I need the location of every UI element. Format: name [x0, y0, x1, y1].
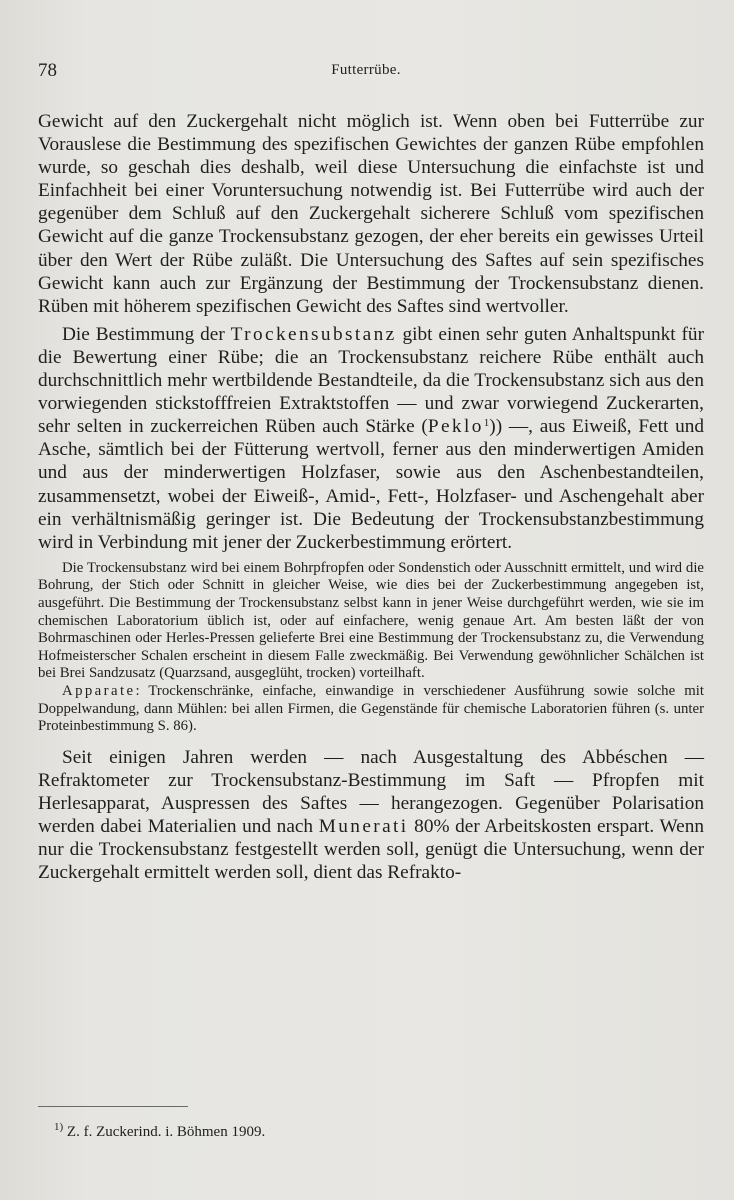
paragraph-refractometer-part1: Seit einigen Jahren werden — nach Ausgestaltung des Abbéschen — Refraktometer zur Trockensubstanz-Bestimmung im Saft — Pfropfen mit Herlesapparat, Auspressen des Saftes — herangezogen. Gegenüber Polarisation werden dabei Materialien und nach [38, 746, 704, 837]
paragraph-dry-matter-part2: gibt einen sehr guten Anhaltspunkt für die Bewertung einer Rübe; die an Trockensubstanz reichere Rübe enthält auch durchschnittlich mehr wertbildende Bestandteile, da die Trockensubstanz sich aus den vorwiegenden stickstofffreien Extraktstoffen — und zwar vorwiegend Zuckerarten, sehr selten in zuckerreichen Rüben auch Stärke ( [38, 323, 704, 438]
apparatus-text: : Trockenschränke, einfache, einwandige in verschiedener Ausführung sowie solche mit Doppelwandung, dann Mühlen: bei allen Firmen, die Gegenstände für chemische Laboratorien führen (s. unter Proteinbestimmung S. 86). [38, 682, 704, 735]
paragraph-refractometer-part2: 80% der Arbeitskosten erspart. Wenn nur die Trockensubstanz festgestellt werden soll, genügt die Untersuchung, wenn der Zuckergehalt ermittelt werden soll, dient das Refrakto- [38, 816, 704, 884]
emphasis-trockensubstanz: Trockensubstanz [230, 323, 397, 345]
paragraph-dry-matter-part3: ) —, aus Eiweiß, Fett und Asche, sämtlich bei der Fütterung wertvoll, ferner aus den minderwertigen Amiden und aus der minderwertigen Holzfaser, sowie aus den Aschenbestandteilen, zusammensetzt, wobei der Eiweiß-, Amid-, Fett-, Holzfaser- und Aschengehalt aber ein verhältnismäßig geringer ist. Die Bedeutung der Trockensubstanzbestimmung wird in Verbindung mit jener der Zuckerbestimmung erörtert. [38, 416, 704, 553]
small-print-section [38, 560, 704, 736]
author-munerati: Munerati [318, 816, 409, 837]
small-paragraph-apparatus [38, 683, 704, 736]
page-number: 78 [38, 60, 57, 81]
footnote-reference: 1 [483, 417, 490, 430]
paragraph-refractometer [38, 746, 704, 885]
page-body [38, 110, 704, 884]
footnote-marker: 1) [54, 1121, 64, 1133]
paragraph-dry-matter: Die Bestimmung der Trockensubstanz gibt einen sehr guten Anhaltspunkt für die Bewertung einer Rübe; die an Trockensubstanz reichere Rübe enthält auch durchschnittlich mehr wertbildende Bestandteile, da die Trockensubstanz sich aus den vorwiegenden stickstofffreien Extraktstoffen — und zwar vorwiegend Zuckerarten, sehr selten in zuckerreichen Rüben auch Stärke (Peklo$^1$)) —, aus Eiweiß, Fett und Asche, sämtlich bei der Fütterung wertvoll, ferner aus den minderwertigen Amiden und aus der minderwertigen Holzfaser, sowie aus den Aschenbestandteilen, zusammensetzt, wobei der Eiweiß-, Amid-, Fett-, Holzfaser- und Aschengehalt aber ein verhältnismäßig geringer ist. Die Bedeutung der Trockensubstanzbestimmung wird in Verbindung mit jener der Zuckerbestimmung erörtert. [38, 323, 704, 553]
footnote-text: Z. f. Zuckerind. i. Böhmen 1909. [66, 1124, 266, 1140]
page-header [38, 60, 694, 86]
footnote-separator [38, 1106, 188, 1107]
paragraph-weight: Gewicht auf den Zuckergehalt nicht möglich ist. Wenn oben bei Futterrübe zur Vorauslese die Bestimmung des spezifischen Gewichtes der ganzen Rübe empfohlen wurde, so geschah dies deshalb, weil diese Untersuchung die einfachste ist und Einfachheit bei einer Voruntersuchung notwendig ist. Bei Futterrübe wird auch der gegenüber dem Schluß auf den Zuckergehalt sicherere Schluß vom spezifischen Gewicht auf die ganze Trockensubstanz gezogen, der eher bereits ein gewisses Urteil über den Wert der Rübe zuläßt. Die Untersuchung des Saftes auf sein spezifisches Gewicht kann auch zur Ergänzung der Bestimmung der Trockensubstanz dienen. Rüben mit höherem spezifischen Gewicht des Saftes sind wertvoller. [38, 111, 704, 317]
apparatus-label: Apparate [62, 682, 136, 699]
small-paragraph-method: Die Trockensubstanz wird bei einem Bohrpfropfen oder Sondenstich oder Ausschnitt ermittelt, und wird die Bohrung, der Stich oder Schnitt in gleicher Weise, wie dies bei der Zuckerbestimmung angegeben ist, ausgeführt. Die Bestimmung der Trockensubstanz selbst kann in jener Weise durchgeführt werden, wie sie im chemischen Laboratorium üblich ist, oder auf einfachere, wenig genaue Art. Am besten läßt der von Bohrmaschinen oder Herles-Pressen gelieferte Brei eine Bestimmung der Trockensubstanz zu, die Verwendung Hofmeisterscher Schalen erscheint in diesem Falle zweckmäßig. Bei Verwendung gewöhnlicher Schälchen ist bei Brei Sandzusatz (Quarzsand, ausgeglüht, trocken) vorteilhaft. [38, 559, 704, 682]
author-peklo: Peklo [427, 416, 484, 438]
running-title: Futterrübe. [331, 62, 401, 78]
footnote [54, 1121, 266, 1141]
paragraph-dry-matter-part1: Die Bestimmung der [62, 323, 231, 345]
